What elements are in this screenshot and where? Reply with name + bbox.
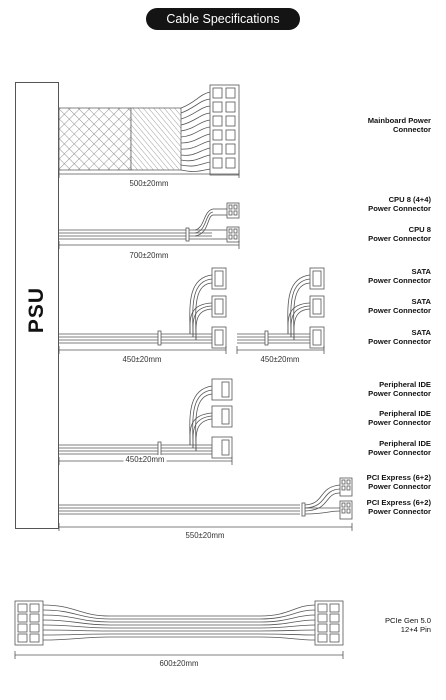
label-ide-1: Peripheral IDE Power Connector	[368, 380, 431, 398]
sata-cable-b	[237, 268, 324, 348]
pcie-gen5-connector-right	[315, 601, 343, 645]
label-sata-3: SATA Power Connector	[368, 328, 431, 346]
dim-ide: 450±20mm	[125, 455, 165, 464]
dim-pcie-gen5: 600±20mm	[159, 659, 199, 668]
label-cpu-8: CPU 8 Power Connector	[368, 225, 431, 243]
pcie-6plus2-connector	[340, 478, 352, 496]
cpu-8-4plus4-connector	[227, 203, 239, 218]
label-ide-2: Peripheral IDE Power Connector	[368, 409, 431, 427]
pcie-gen5-connector-left	[15, 601, 43, 645]
label-pcie-gen5: PCIe Gen 5.0 12+4 Pin	[384, 616, 431, 634]
label-sata-2: SATA Power Connector	[368, 297, 431, 315]
psu-label: PSU	[25, 286, 48, 334]
label-ide-3: Peripheral IDE Power Connector	[368, 439, 431, 457]
pcie-gen5-cable	[15, 601, 343, 645]
dim-sata-a: 450±20mm	[122, 355, 162, 364]
label-pcie-1: PCI Express (6+2) Power Connector	[366, 473, 431, 491]
label-mainboard: Mainboard Power Connector	[367, 116, 431, 134]
mainboard-connector	[210, 85, 239, 175]
sata-cable-a	[59, 268, 226, 348]
cpu-8-connector	[227, 227, 239, 242]
dim-sata-b: 450±20mm	[260, 355, 300, 364]
label-sata-1: SATA Power Connector	[368, 267, 431, 285]
dim-mainboard: 500±20mm	[129, 179, 169, 188]
pcie-6plus2-connector	[340, 501, 352, 519]
ide-cable	[59, 379, 232, 458]
page-title: Cable Specifications	[146, 8, 300, 30]
label-pcie-2: PCI Express (6+2) Power Connector	[366, 498, 431, 516]
label-cpu-8-4plus4: CPU 8 (4+4) Power Connector	[368, 195, 431, 213]
dim-pcie: 550±20mm	[185, 531, 225, 540]
pcie-cable	[59, 478, 352, 519]
mainboard-cable	[59, 85, 239, 175]
dim-cpu: 700±20mm	[129, 251, 169, 260]
cpu-cable	[59, 203, 239, 242]
